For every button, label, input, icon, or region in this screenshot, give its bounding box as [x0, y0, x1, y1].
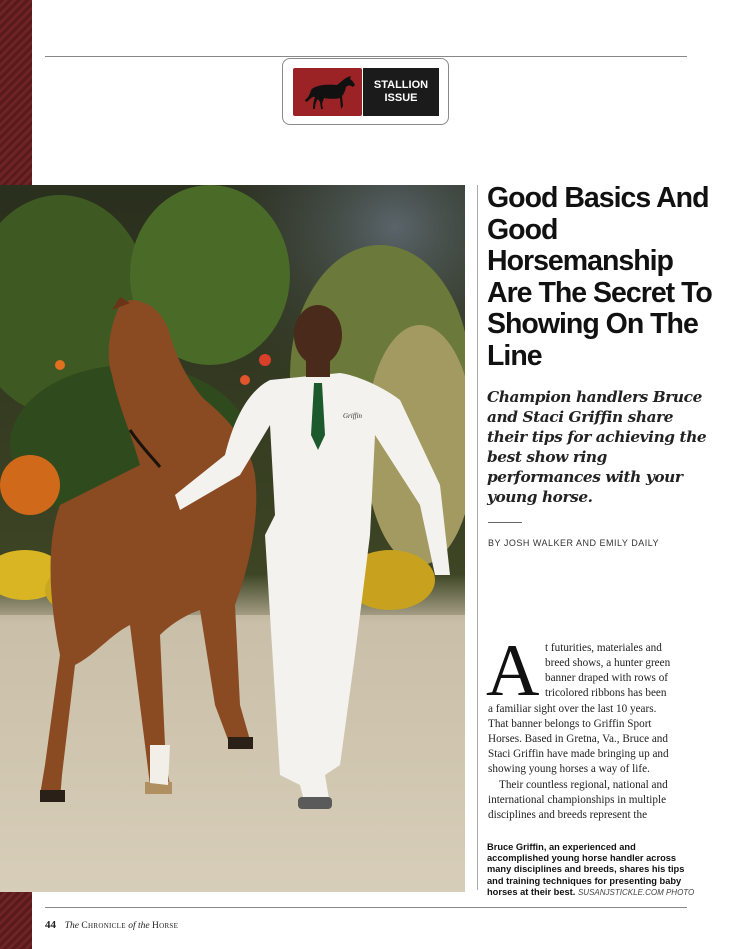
article-byline: BY JOSH WALKER AND EMILY DAILY	[488, 538, 660, 548]
magazine-name	[65, 921, 178, 931]
mag-of-the: of the	[128, 921, 150, 931]
horse-silhouette-icon	[293, 68, 362, 116]
badge-line-2: ISSUE	[384, 92, 418, 104]
footer-color-bar	[0, 892, 32, 949]
body-line: Staci Griffin have made bringing up and	[488, 748, 669, 760]
mag-the: The	[64, 921, 79, 931]
body-line: showing young horses a way of life.	[488, 763, 650, 775]
caption-text: Bruce Griffin, an experienced and accomplished young horse handler across many disciplines and breeds, shares his tips and training techniques for presenting baby horses at their best.	[487, 842, 685, 897]
shirt-logo: Griffin	[343, 412, 363, 420]
photo-credit: SUSANJSTICKLE.COM PHOTO	[577, 887, 695, 897]
top-rule	[45, 56, 687, 57]
article-deck: Champion handlers Bruce and Staci Griffin share their tips for achieving the best show ring performances with your young horse.	[487, 388, 707, 506]
body-line: That banner belongs to Griffin Sport	[488, 718, 652, 730]
body-line: a familiar sight over the last 10 years.	[488, 703, 657, 715]
horse-silhouette-panel	[293, 68, 362, 116]
drop-cap: A	[486, 630, 540, 712]
page-number: 44	[45, 919, 56, 931]
article-headline: Good Basics And Good Horsemanship Are The Secret To Showing On The Line	[487, 182, 712, 372]
body-line: breed shows, a hunter green	[545, 657, 671, 669]
body-line: Horses. Based in Gretna, Va., Bruce and	[488, 733, 668, 745]
mag-chronicle: Chronicle	[81, 921, 126, 931]
stallion-issue-badge	[282, 58, 449, 125]
body-line: Their countless regional, national and	[499, 779, 668, 791]
body-line: banner draped with rows of	[545, 672, 669, 684]
body-line: international championships in multiple	[488, 794, 667, 806]
deck-divider	[488, 522, 522, 523]
badge-line-1: STALLION	[373, 79, 429, 91]
body-line: tricolored ribbons has been	[545, 687, 667, 699]
body-line: disciplines and breeds represent the	[488, 809, 648, 821]
badge-label	[363, 68, 439, 116]
column-rule	[477, 185, 478, 890]
page-footer	[45, 919, 178, 931]
photo-caption	[487, 842, 697, 898]
mag-horse: Horse	[151, 921, 179, 931]
bottom-rule	[45, 907, 687, 908]
body-line: t futurities, materiales and	[545, 642, 662, 654]
article-photo	[0, 185, 465, 892]
